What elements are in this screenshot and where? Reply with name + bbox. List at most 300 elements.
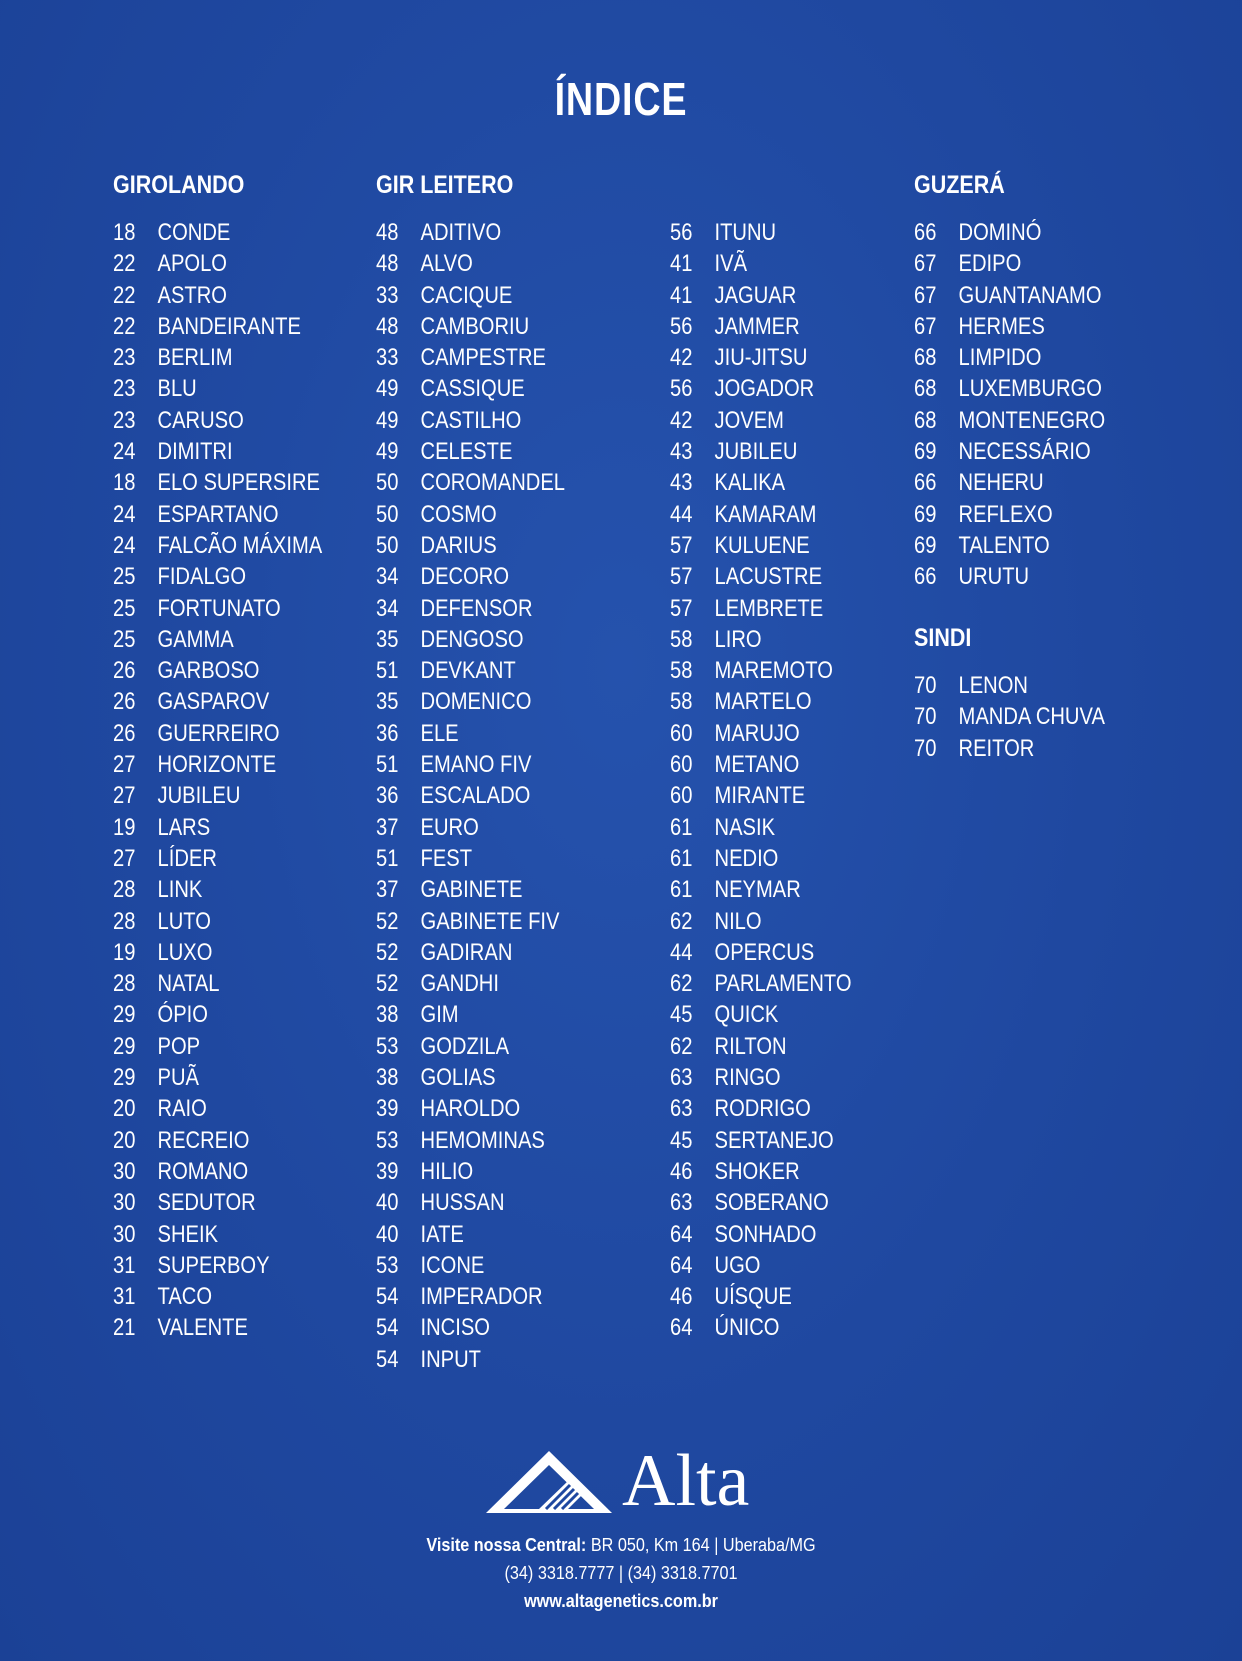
- index-entry: [914, 280, 1105, 311]
- page-number: 23: [113, 344, 136, 372]
- index-entry: [113, 655, 322, 686]
- bull-name: JUBILEU: [157, 782, 241, 810]
- section-guzera: [914, 170, 1142, 593]
- index-entry: [376, 624, 565, 655]
- page-number: 56: [670, 375, 693, 403]
- section-gir-leitero: [376, 170, 601, 1375]
- page-number: 68: [914, 344, 937, 372]
- bull-name: TACO: [157, 1283, 213, 1311]
- bull-name: ASTRO: [157, 281, 227, 309]
- page-number: 38: [376, 1001, 399, 1029]
- index-entry: [376, 436, 565, 467]
- index-entry: [113, 311, 322, 342]
- footer-website-link[interactable]: www.altagenetics.com.br: [524, 1591, 718, 1611]
- page-number: 19: [113, 813, 136, 841]
- bull-name: GASPAROV: [157, 688, 270, 716]
- index-entry: [113, 906, 322, 937]
- index-entry: [914, 373, 1105, 404]
- bull-name: COSMO: [420, 500, 497, 528]
- page-title: ÍNDICE: [554, 73, 688, 125]
- bull-name: URUTU: [958, 563, 1030, 591]
- bull-name: ALVO: [420, 250, 473, 278]
- bull-name: CARUSO: [157, 406, 244, 434]
- bull-name: VALENTE: [157, 1314, 248, 1342]
- page-number: 46: [670, 1157, 693, 1185]
- index-entry: [670, 1187, 852, 1218]
- bull-name: DOMINÓ: [958, 219, 1042, 246]
- page-number: 66: [914, 563, 937, 591]
- page-number: 30: [113, 1220, 136, 1248]
- bull-name: EURO: [420, 813, 479, 841]
- bull-name: LÍDER: [157, 844, 217, 872]
- bull-name: NEHERU: [958, 469, 1044, 497]
- bull-name: GARBOSO: [157, 657, 260, 685]
- page-number: 66: [914, 469, 937, 497]
- page-number: 67: [914, 281, 937, 309]
- page-number: 42: [670, 344, 693, 372]
- index-entry: [670, 1093, 852, 1124]
- bull-name: ROMANO: [157, 1157, 249, 1185]
- page-number: 26: [113, 719, 136, 747]
- bull-name: CACIQUE: [420, 281, 513, 309]
- index-entry: [670, 1031, 852, 1062]
- page-number: 48: [376, 219, 399, 246]
- visit-address: BR 050, Km 164 | Uberaba/MG: [590, 1535, 816, 1555]
- index-entry: [670, 499, 852, 530]
- index-entry: [376, 686, 565, 717]
- index-entry: [914, 405, 1105, 436]
- bull-name: CAMPESTRE: [420, 344, 546, 372]
- bull-name: IVÃ: [714, 250, 748, 278]
- bull-name: QUICK: [714, 1001, 779, 1029]
- index-entry: [670, 655, 852, 686]
- bull-name: MIRANTE: [714, 782, 806, 810]
- index-entry: [914, 248, 1105, 279]
- bull-name: APOLO: [157, 250, 227, 278]
- index-entry: [113, 780, 322, 811]
- index-entry: [670, 436, 852, 467]
- page-number: 36: [376, 782, 399, 810]
- index-entry: [670, 405, 852, 436]
- index-entry: [376, 812, 565, 843]
- bull-name: LUXEMBURGO: [958, 375, 1102, 403]
- page-number: 20: [113, 1095, 136, 1123]
- page-number: 25: [113, 625, 136, 653]
- bull-name: PARLAMENTO: [714, 970, 852, 998]
- bull-name: NEYMAR: [714, 876, 801, 904]
- index-entry: [113, 1093, 322, 1124]
- index-entry: [376, 874, 565, 905]
- index-list: [914, 670, 1141, 764]
- bull-name: RECREIO: [157, 1126, 250, 1154]
- page-number: 58: [670, 688, 693, 716]
- page-number: 68: [914, 406, 937, 434]
- bull-name: KAMARAM: [714, 500, 817, 528]
- index-entry: [670, 1281, 852, 1312]
- index-entry: [914, 701, 1105, 732]
- bull-name: ICONE: [420, 1251, 485, 1279]
- page-number: 67: [914, 250, 937, 278]
- index-list: [914, 217, 1142, 593]
- page-number: 18: [113, 469, 136, 497]
- page-number: 39: [376, 1157, 399, 1185]
- page-number: 69: [914, 438, 937, 466]
- index-entry: [113, 1187, 322, 1218]
- page-number: 58: [670, 625, 693, 653]
- index-entry: [376, 467, 565, 498]
- page-number: 28: [113, 876, 136, 904]
- bull-name: JAMMER: [714, 312, 800, 340]
- index-entry: [376, 1312, 565, 1343]
- bull-name: MARUJO: [714, 719, 800, 747]
- page-number: 44: [670, 500, 693, 528]
- page-number: 26: [113, 657, 136, 685]
- index-entry: [376, 1219, 565, 1250]
- page-number: 29: [113, 1064, 136, 1092]
- index-entry: [670, 843, 852, 874]
- bull-name: SERTANEJO: [714, 1126, 834, 1154]
- page-number: 54: [376, 1314, 399, 1342]
- index-entry: [113, 373, 322, 404]
- index-entry: [113, 1281, 322, 1312]
- bull-name: COROMANDEL: [420, 469, 566, 497]
- page-number: 23: [113, 375, 136, 403]
- bull-name: ESPARTANO: [157, 500, 279, 528]
- page-number: 24: [113, 500, 136, 528]
- bull-name: NATAL: [157, 970, 220, 998]
- bull-name: LUTO: [157, 907, 211, 935]
- bull-name: NILO: [714, 907, 762, 935]
- page-number: 46: [670, 1283, 693, 1311]
- page-number: 68: [914, 375, 937, 403]
- page-number: 22: [113, 312, 136, 340]
- bull-name: DARIUS: [420, 531, 497, 559]
- index-entry: [376, 499, 565, 530]
- index-entry: [376, 405, 565, 436]
- section-heading: GIROLANDO: [113, 171, 245, 199]
- page-number: 66: [914, 219, 937, 246]
- bull-name: BLU: [157, 375, 197, 403]
- page-number: 41: [670, 281, 693, 309]
- bull-name: ADITIVO: [420, 219, 502, 246]
- bull-name: SHEIK: [157, 1220, 219, 1248]
- index-entry: [670, 1125, 852, 1156]
- bull-name: RODRIGO: [714, 1095, 811, 1123]
- index-list: [670, 217, 886, 1344]
- index-entry: [670, 561, 852, 592]
- page-number: 19: [113, 938, 136, 966]
- index-entry: [670, 280, 852, 311]
- index-entry: [670, 373, 852, 404]
- index-entry: [113, 1219, 322, 1250]
- index-entry: [376, 561, 565, 592]
- page-number: 26: [113, 688, 136, 716]
- page-number: 27: [113, 844, 136, 872]
- index-entry: [670, 780, 852, 811]
- page-number: 31: [113, 1251, 136, 1279]
- bull-name: MARTELO: [714, 688, 812, 716]
- bull-name: NECESSÁRIO: [958, 438, 1091, 466]
- bull-name: POP: [157, 1032, 201, 1060]
- bull-name: BANDEIRANTE: [157, 312, 301, 340]
- page-number: 62: [670, 970, 693, 998]
- page-number: 42: [670, 406, 693, 434]
- section-sindi: [914, 623, 1141, 764]
- index-entry: [376, 1281, 565, 1312]
- bull-name: IMPERADOR: [420, 1283, 543, 1311]
- bull-name: DEVKANT: [420, 657, 516, 685]
- page-number: 22: [113, 281, 136, 309]
- page-number: 53: [376, 1251, 399, 1279]
- bull-name: GUERREIRO: [157, 719, 280, 747]
- index-entry: [670, 1219, 852, 1250]
- bull-name: EDIPO: [958, 250, 1022, 278]
- page-number: 23: [113, 406, 136, 434]
- index-entry: [376, 217, 565, 248]
- page-number: 60: [670, 751, 693, 779]
- page-number: 28: [113, 970, 136, 998]
- index-entry: [113, 1031, 322, 1062]
- page-number: 49: [376, 406, 399, 434]
- index-entry: [376, 530, 565, 561]
- page-number: 52: [376, 907, 399, 935]
- index-entry: [376, 1250, 565, 1281]
- index-entry: [914, 342, 1105, 373]
- bull-name: INPUT: [420, 1345, 481, 1373]
- bull-name: HERMES: [958, 312, 1045, 340]
- page-number: 37: [376, 813, 399, 841]
- index-entry: [113, 874, 322, 905]
- bull-name: GUANTANAMO: [958, 281, 1102, 309]
- page-number: 27: [113, 751, 136, 779]
- bull-name: JUBILEU: [714, 438, 798, 466]
- page-number: 67: [914, 312, 937, 340]
- index-list: [113, 217, 362, 1344]
- index-entry: [376, 280, 565, 311]
- index-entry: [113, 1250, 322, 1281]
- page-number: 63: [670, 1189, 693, 1217]
- bull-name: SONHADO: [714, 1220, 817, 1248]
- index-entry: [914, 467, 1105, 498]
- bull-name: JAGUAR: [714, 281, 797, 309]
- index-entry: [376, 1093, 565, 1124]
- bull-name: FIDALGO: [157, 563, 247, 591]
- page-number: 53: [376, 1126, 399, 1154]
- index-entry: [376, 999, 565, 1030]
- page-number: 69: [914, 531, 937, 559]
- bull-name: RAIO: [157, 1095, 207, 1123]
- index-entry: [376, 1344, 565, 1375]
- index-entry: [670, 749, 852, 780]
- page-number: 69: [914, 500, 937, 528]
- bull-name: INCISO: [420, 1314, 490, 1342]
- index-entry: [113, 1125, 322, 1156]
- index-entry: [670, 467, 852, 498]
- bull-name: DIMITRI: [157, 438, 233, 466]
- index-entry: [670, 812, 852, 843]
- page-number: 33: [376, 344, 399, 372]
- index-entry: [376, 843, 565, 874]
- index-entry: [670, 248, 852, 279]
- index-entry: [113, 467, 322, 498]
- bull-name: DEFENSOR: [420, 594, 533, 622]
- bull-name: FORTUNATO: [157, 594, 281, 622]
- index-entry: [914, 217, 1105, 248]
- page-number: 24: [113, 438, 136, 466]
- visit-label: Visite nossa Central:: [426, 1535, 587, 1555]
- index-entry: [113, 968, 322, 999]
- page-number: 22: [113, 250, 136, 278]
- footer-phones: (34) 3318.7777 | (34) 3318.7701: [504, 1563, 738, 1583]
- bull-name: KALIKA: [714, 469, 786, 497]
- page-number: 57: [670, 563, 693, 591]
- bull-name: HAROLDO: [420, 1095, 521, 1123]
- page-number: 63: [670, 1095, 693, 1123]
- page-number: 61: [670, 813, 693, 841]
- page-number: 57: [670, 531, 693, 559]
- index-entry: [113, 530, 322, 561]
- bull-name: TALENTO: [958, 531, 1050, 559]
- index-entry: [376, 342, 565, 373]
- bull-name: MAREMOTO: [714, 657, 833, 685]
- bull-name: GABINETE: [420, 876, 523, 904]
- page-number: 62: [670, 907, 693, 935]
- index-entry: [914, 561, 1105, 592]
- page-number: 28: [113, 907, 136, 935]
- bull-name: UÍSQUE: [714, 1283, 792, 1311]
- bull-name: GABINETE FIV: [420, 907, 560, 935]
- page-number: 60: [670, 719, 693, 747]
- index-entry: [376, 780, 565, 811]
- page-number: 70: [914, 734, 937, 762]
- page-number: 20: [113, 1126, 136, 1154]
- page-number: 56: [670, 219, 693, 246]
- alta-triangle-icon: [484, 1449, 614, 1515]
- index-entry: [113, 436, 322, 467]
- page-number: 49: [376, 375, 399, 403]
- page-number: 64: [670, 1251, 693, 1279]
- page-number: 24: [113, 531, 136, 559]
- bull-name: ELO SUPERSIRE: [157, 469, 320, 497]
- index-entry: [914, 670, 1105, 701]
- bull-name: SEDUTOR: [157, 1189, 256, 1217]
- bull-name: SUPERBOY: [157, 1251, 270, 1279]
- bull-name: ÚNICO: [714, 1314, 780, 1342]
- index-entry: [914, 499, 1105, 530]
- index-entry: [670, 968, 852, 999]
- index-entry: [670, 342, 852, 373]
- bull-name: GANDHI: [420, 970, 499, 998]
- index-entry: [376, 968, 565, 999]
- bull-name: LEMBRETE: [714, 594, 824, 622]
- page-number: 51: [376, 657, 399, 685]
- page-number: 51: [376, 844, 399, 872]
- bull-name: REFLEXO: [958, 500, 1053, 528]
- bull-name: HILIO: [420, 1157, 474, 1185]
- page-number: 62: [670, 1032, 693, 1060]
- page-number: 27: [113, 782, 136, 810]
- bull-name: LACUSTRE: [714, 563, 823, 591]
- page-number: 54: [376, 1345, 399, 1373]
- bull-name: KULUENE: [714, 531, 810, 559]
- page-number: 39: [376, 1095, 399, 1123]
- page-number: 30: [113, 1189, 136, 1217]
- bull-name: JOVEM: [714, 406, 784, 434]
- page-number: 61: [670, 844, 693, 872]
- bull-name: JIU-JITSU: [714, 344, 808, 372]
- bull-name: HEMOMINAS: [420, 1126, 545, 1154]
- bull-name: ELE: [420, 719, 459, 747]
- index-entry: [670, 718, 852, 749]
- bull-name: DECORO: [420, 563, 510, 591]
- index-entry: [376, 906, 565, 937]
- index-entry: [670, 1250, 852, 1281]
- bull-name: METANO: [714, 751, 800, 779]
- bull-name: NEDIO: [714, 844, 779, 872]
- index-entry: [670, 1062, 852, 1093]
- index-entry: [113, 843, 322, 874]
- page-number: 33: [376, 281, 399, 309]
- bull-name: DENGOSO: [420, 625, 524, 653]
- page-number: 40: [376, 1189, 399, 1217]
- page-number: 45: [670, 1001, 693, 1029]
- index-entry: [376, 373, 565, 404]
- bull-name: RINGO: [714, 1064, 781, 1092]
- section-heading: SINDI: [914, 624, 972, 652]
- index-entry: [670, 311, 852, 342]
- page-number: 56: [670, 312, 693, 340]
- index-entry: [914, 733, 1105, 764]
- index-entry: [670, 624, 852, 655]
- page-number: 36: [376, 719, 399, 747]
- bull-name: SHOKER: [714, 1157, 800, 1185]
- section-heading: GIR LEITERO: [376, 171, 514, 199]
- index-entry: [113, 624, 322, 655]
- bull-name: REITOR: [958, 734, 1035, 762]
- index-entry: [376, 1125, 565, 1156]
- index-entry: [113, 937, 322, 968]
- index-entry: [113, 561, 322, 592]
- bull-name: BERLIM: [157, 344, 233, 372]
- index-entry: [113, 812, 322, 843]
- index-entry: [670, 906, 852, 937]
- index-entry: [113, 280, 322, 311]
- index-entry: [113, 749, 322, 780]
- bull-name: ÓPIO: [157, 1001, 208, 1029]
- bull-name: GOLIAS: [420, 1064, 496, 1092]
- page-number: 52: [376, 938, 399, 966]
- index-entry: [113, 1062, 322, 1093]
- bull-name: LIMPIDO: [958, 344, 1042, 372]
- page-number: 51: [376, 751, 399, 779]
- page-number: 53: [376, 1032, 399, 1060]
- page-number: 38: [376, 1064, 399, 1092]
- bull-name: GIM: [420, 1001, 459, 1029]
- bull-name: FEST: [420, 844, 473, 872]
- page-number: 60: [670, 782, 693, 810]
- page-number: 44: [670, 938, 693, 966]
- index-entry: [670, 686, 852, 717]
- index-entry: [376, 1062, 565, 1093]
- index-entry: [376, 311, 565, 342]
- index-entry: [113, 248, 322, 279]
- page-number: 35: [376, 688, 399, 716]
- index-entry: [113, 342, 322, 373]
- page-number: 48: [376, 312, 399, 340]
- page-number: 41: [670, 250, 693, 278]
- index-entry: [670, 874, 852, 905]
- bull-name: UGO: [714, 1251, 761, 1279]
